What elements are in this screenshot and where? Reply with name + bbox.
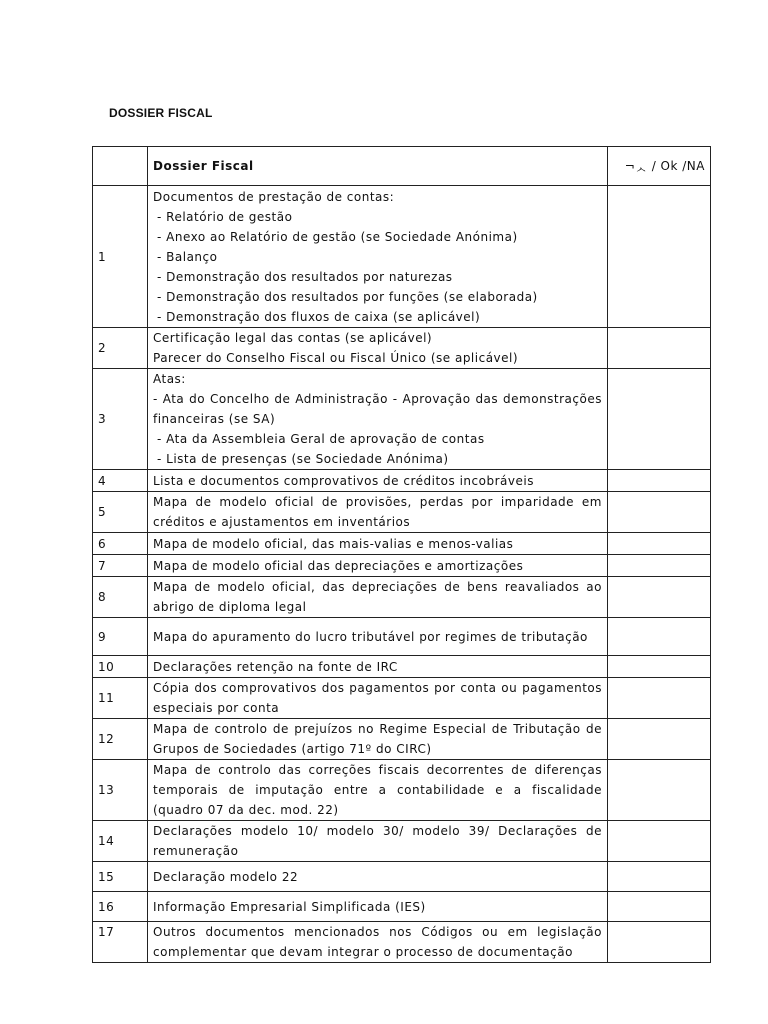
row-status-cell[interactable] xyxy=(608,892,711,922)
table-row xyxy=(93,186,711,328)
table-row xyxy=(93,862,711,892)
row-description: Cópia dos comprovativos dos pagamentos por conta ou pagamentos especiais por conta xyxy=(148,678,608,719)
row-status-cell[interactable] xyxy=(608,492,711,533)
row-description: Lista e documentos comprovativos de créditos incobráveis xyxy=(148,470,608,492)
row-number: 15 xyxy=(93,862,148,892)
row-line: - Lista de presenças (se Sociedade Anónima) xyxy=(157,452,449,466)
row-description: Outros documentos mencionados nos Códigos ou em legislação complementar que devam integrar o processo de documentação xyxy=(148,922,608,963)
row-line: Documentos de prestação de contas: xyxy=(153,189,395,204)
row-line: - Demonstração dos resultados por naturezas xyxy=(157,269,453,284)
header-number-cell xyxy=(93,147,148,186)
table-row xyxy=(93,892,711,922)
table-row xyxy=(93,618,711,656)
header-description-cell: Dossier Fiscal xyxy=(148,147,608,186)
row-description xyxy=(148,328,608,369)
row-number: 2 xyxy=(93,328,148,369)
row-description xyxy=(148,186,608,328)
table-row xyxy=(93,656,711,678)
row-number: 16 xyxy=(93,892,148,922)
row-number: 12 xyxy=(93,719,148,760)
row-number: 14 xyxy=(93,821,148,862)
row-description: Mapa do apuramento do lucro tributável por regimes de tributação xyxy=(148,618,608,656)
table-row xyxy=(93,555,711,577)
table-row xyxy=(93,577,711,618)
row-number: 6 xyxy=(93,533,148,555)
row-number: 11 xyxy=(93,678,148,719)
row-description: Mapa de controlo das correções fiscais decorrentes de diferenças temporais de imputação entre a contabilidade e a fiscalidade (quadro 07 da dec. mod. 22) xyxy=(148,760,608,821)
table-row xyxy=(93,492,711,533)
row-status-cell[interactable] xyxy=(608,760,711,821)
row-line: - Balanço xyxy=(157,249,218,264)
row-description: Mapa de modelo oficial das depreciações e amortizações xyxy=(148,555,608,577)
row-status-cell[interactable] xyxy=(608,328,711,369)
row-status-cell[interactable] xyxy=(608,618,711,656)
row-status-cell[interactable] xyxy=(608,577,711,618)
dossier-checklist-table xyxy=(92,146,711,963)
table-row xyxy=(93,328,711,369)
table-header-row xyxy=(93,147,711,186)
row-description: Declarações modelo 10/ modelo 30/ modelo 39/ Declarações de remuneração xyxy=(148,821,608,862)
row-line: Atas: xyxy=(153,372,186,386)
row-status-cell[interactable] xyxy=(608,719,711,760)
row-line: - Ata do Concelho de Administração - Aprovação das demonstrações financeiras (se SA) xyxy=(153,392,602,426)
row-number: 3 xyxy=(93,369,148,470)
row-description: Declaração modelo 22 xyxy=(148,862,608,892)
row-description: Mapa de controlo de prejuízos no Regime Especial de Tributação de Grupos de Sociedades (artigo 71º do CIRC) xyxy=(148,719,608,760)
row-number: 13 xyxy=(93,760,148,821)
table-row xyxy=(93,678,711,719)
row-description xyxy=(148,369,608,470)
row-status-cell[interactable] xyxy=(608,369,711,470)
row-status-cell[interactable] xyxy=(608,470,711,492)
row-number: 4 xyxy=(93,470,148,492)
row-number: 9 xyxy=(93,618,148,656)
row-number: 5 xyxy=(93,492,148,533)
row-description: Declarações retenção na fonte de IRC xyxy=(148,656,608,678)
row-line: Certificação legal das contas (se aplicável) xyxy=(153,331,433,345)
header-status-cell: ¬ᆺ / Ok /NA xyxy=(608,147,711,186)
table-row xyxy=(93,821,711,862)
row-description: Informação Empresarial Simplificada (IES) xyxy=(148,892,608,922)
row-line: - Demonstração dos fluxos de caixa (se aplicável) xyxy=(157,309,481,324)
table-row xyxy=(93,470,711,492)
row-line: - Ata da Assembleia Geral de aprovação de contas xyxy=(157,432,485,446)
row-description: Mapa de modelo oficial, das mais-valias e menos-valias xyxy=(148,533,608,555)
row-status-cell[interactable] xyxy=(608,862,711,892)
row-number: 7 xyxy=(93,555,148,577)
row-line: Parecer do Conselho Fiscal ou Fiscal Único (se aplicável) xyxy=(153,351,519,365)
row-status-cell[interactable] xyxy=(608,678,711,719)
row-description: Mapa de modelo oficial, das depreciações de bens reavaliados ao abrigo de diploma legal xyxy=(148,577,608,618)
row-number: 17 xyxy=(93,922,148,963)
document-heading: DOSSIER FISCAL xyxy=(109,106,213,120)
row-status-cell[interactable] xyxy=(608,555,711,577)
row-number: 1 xyxy=(93,186,148,328)
row-status-cell[interactable] xyxy=(608,533,711,555)
row-status-cell[interactable] xyxy=(608,186,711,328)
table-row xyxy=(93,369,711,470)
row-number: 10 xyxy=(93,656,148,678)
table-row xyxy=(93,760,711,821)
table-row xyxy=(93,922,711,963)
row-description: Mapa de modelo oficial de provisões, perdas por imparidade em créditos e ajustamentos em inventários xyxy=(148,492,608,533)
table-row xyxy=(93,719,711,760)
row-line: - Demonstração dos resultados por funções (se elaborada) xyxy=(157,289,538,304)
row-status-cell[interactable] xyxy=(608,821,711,862)
row-status-cell[interactable] xyxy=(608,922,711,963)
row-line: - Relatório de gestão xyxy=(157,209,293,224)
row-number: 8 xyxy=(93,577,148,618)
table-row xyxy=(93,533,711,555)
row-status-cell[interactable] xyxy=(608,656,711,678)
row-line: - Anexo ao Relatório de gestão (se Sociedade Anónima) xyxy=(157,229,518,244)
